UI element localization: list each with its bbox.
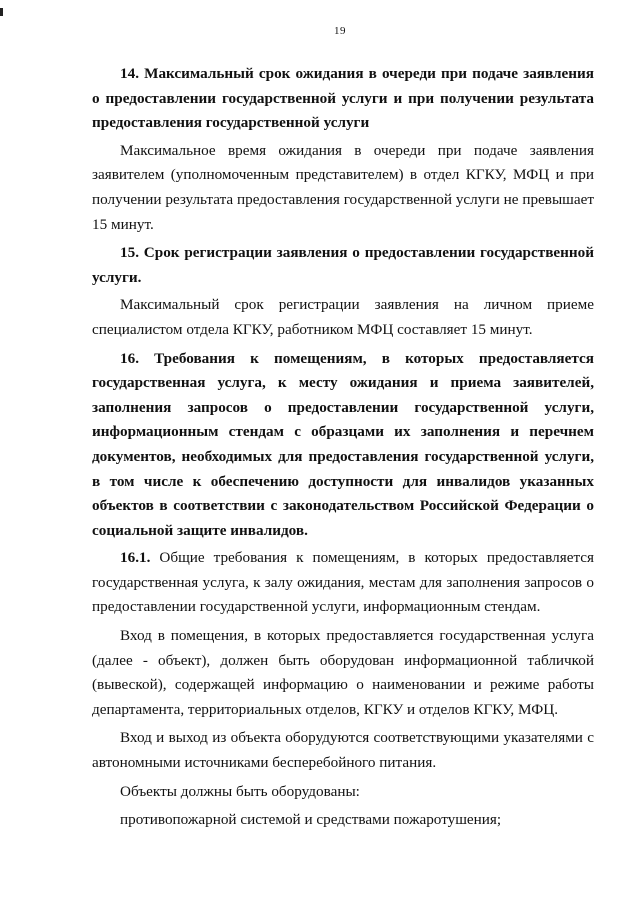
objects-paragraph: Объекты должны быть оборудованы: xyxy=(120,782,360,800)
section-15-heading: 15. Срок регистрации заявления о предоставлении государственной услуги. xyxy=(92,244,594,286)
section-14-paragraph: Максимальное время ожидания в очереди при подаче заявления заявителем (уполномоченным представителем) в отдел КГКУ, МФЦ и при получении результата предоставления государственной услуги не превышает 15 минут. xyxy=(92,141,594,233)
section-16-1-text: Общие требования к помещениям, в которых предоставляется государственная услуга, к залу ожидания, местам для заполнения запросов о предоставлении государственной услуги, информационным стендам. xyxy=(92,549,594,616)
exit-paragraph: Вход и выход из объекта оборудуются соответствующими указателями с автономными источниками бесперебойного питания. xyxy=(92,729,594,772)
fire-system-paragraph: противопожарной системой и средствами пожаротушения; xyxy=(120,811,502,829)
section-16-1-number: 16.1. xyxy=(120,549,151,567)
section-15-paragraph: Максимальный срок регистрации заявления на личном приеме специалистом отдела КГКУ, работником МФЦ составляет 15 минут. xyxy=(92,296,594,338)
section-16-1-paragraph xyxy=(92,546,594,620)
scan-corner-mark xyxy=(0,8,3,16)
page-number: 19 xyxy=(334,25,346,37)
section-14-heading: 14. Максимальный срок ожидания в очереди при подаче заявления о предоставлении государственной услуги и при получении результата предоставления государственной услуги xyxy=(92,65,594,132)
entrance-paragraph: Вход в помещения, в которых предоставляется государственная услуга (далее - объект), должен быть оборудован информационной табличкой (вывеской), содержащей информацию о наименовании и режиме работы департамента, территориальных отделов, КГКУ и отделов КГКУ, МФЦ. xyxy=(92,627,594,718)
section-16-heading: 16. Требования к помещениям, в которых предоставляется государственная услуга, к месту ожидания и приема заявителей, заполнения запросов о предоставлении государственной услуги, информационным стендам с образцами их заполнения и перечнем документов, необходимых для предоставления государственной услуги, в том числе к обеспечению доступности для инвалидов указанных объектов в соответствии с законодательством Российской Федерации о социальной защите инвалидов. xyxy=(92,349,594,539)
document-body xyxy=(92,62,594,837)
